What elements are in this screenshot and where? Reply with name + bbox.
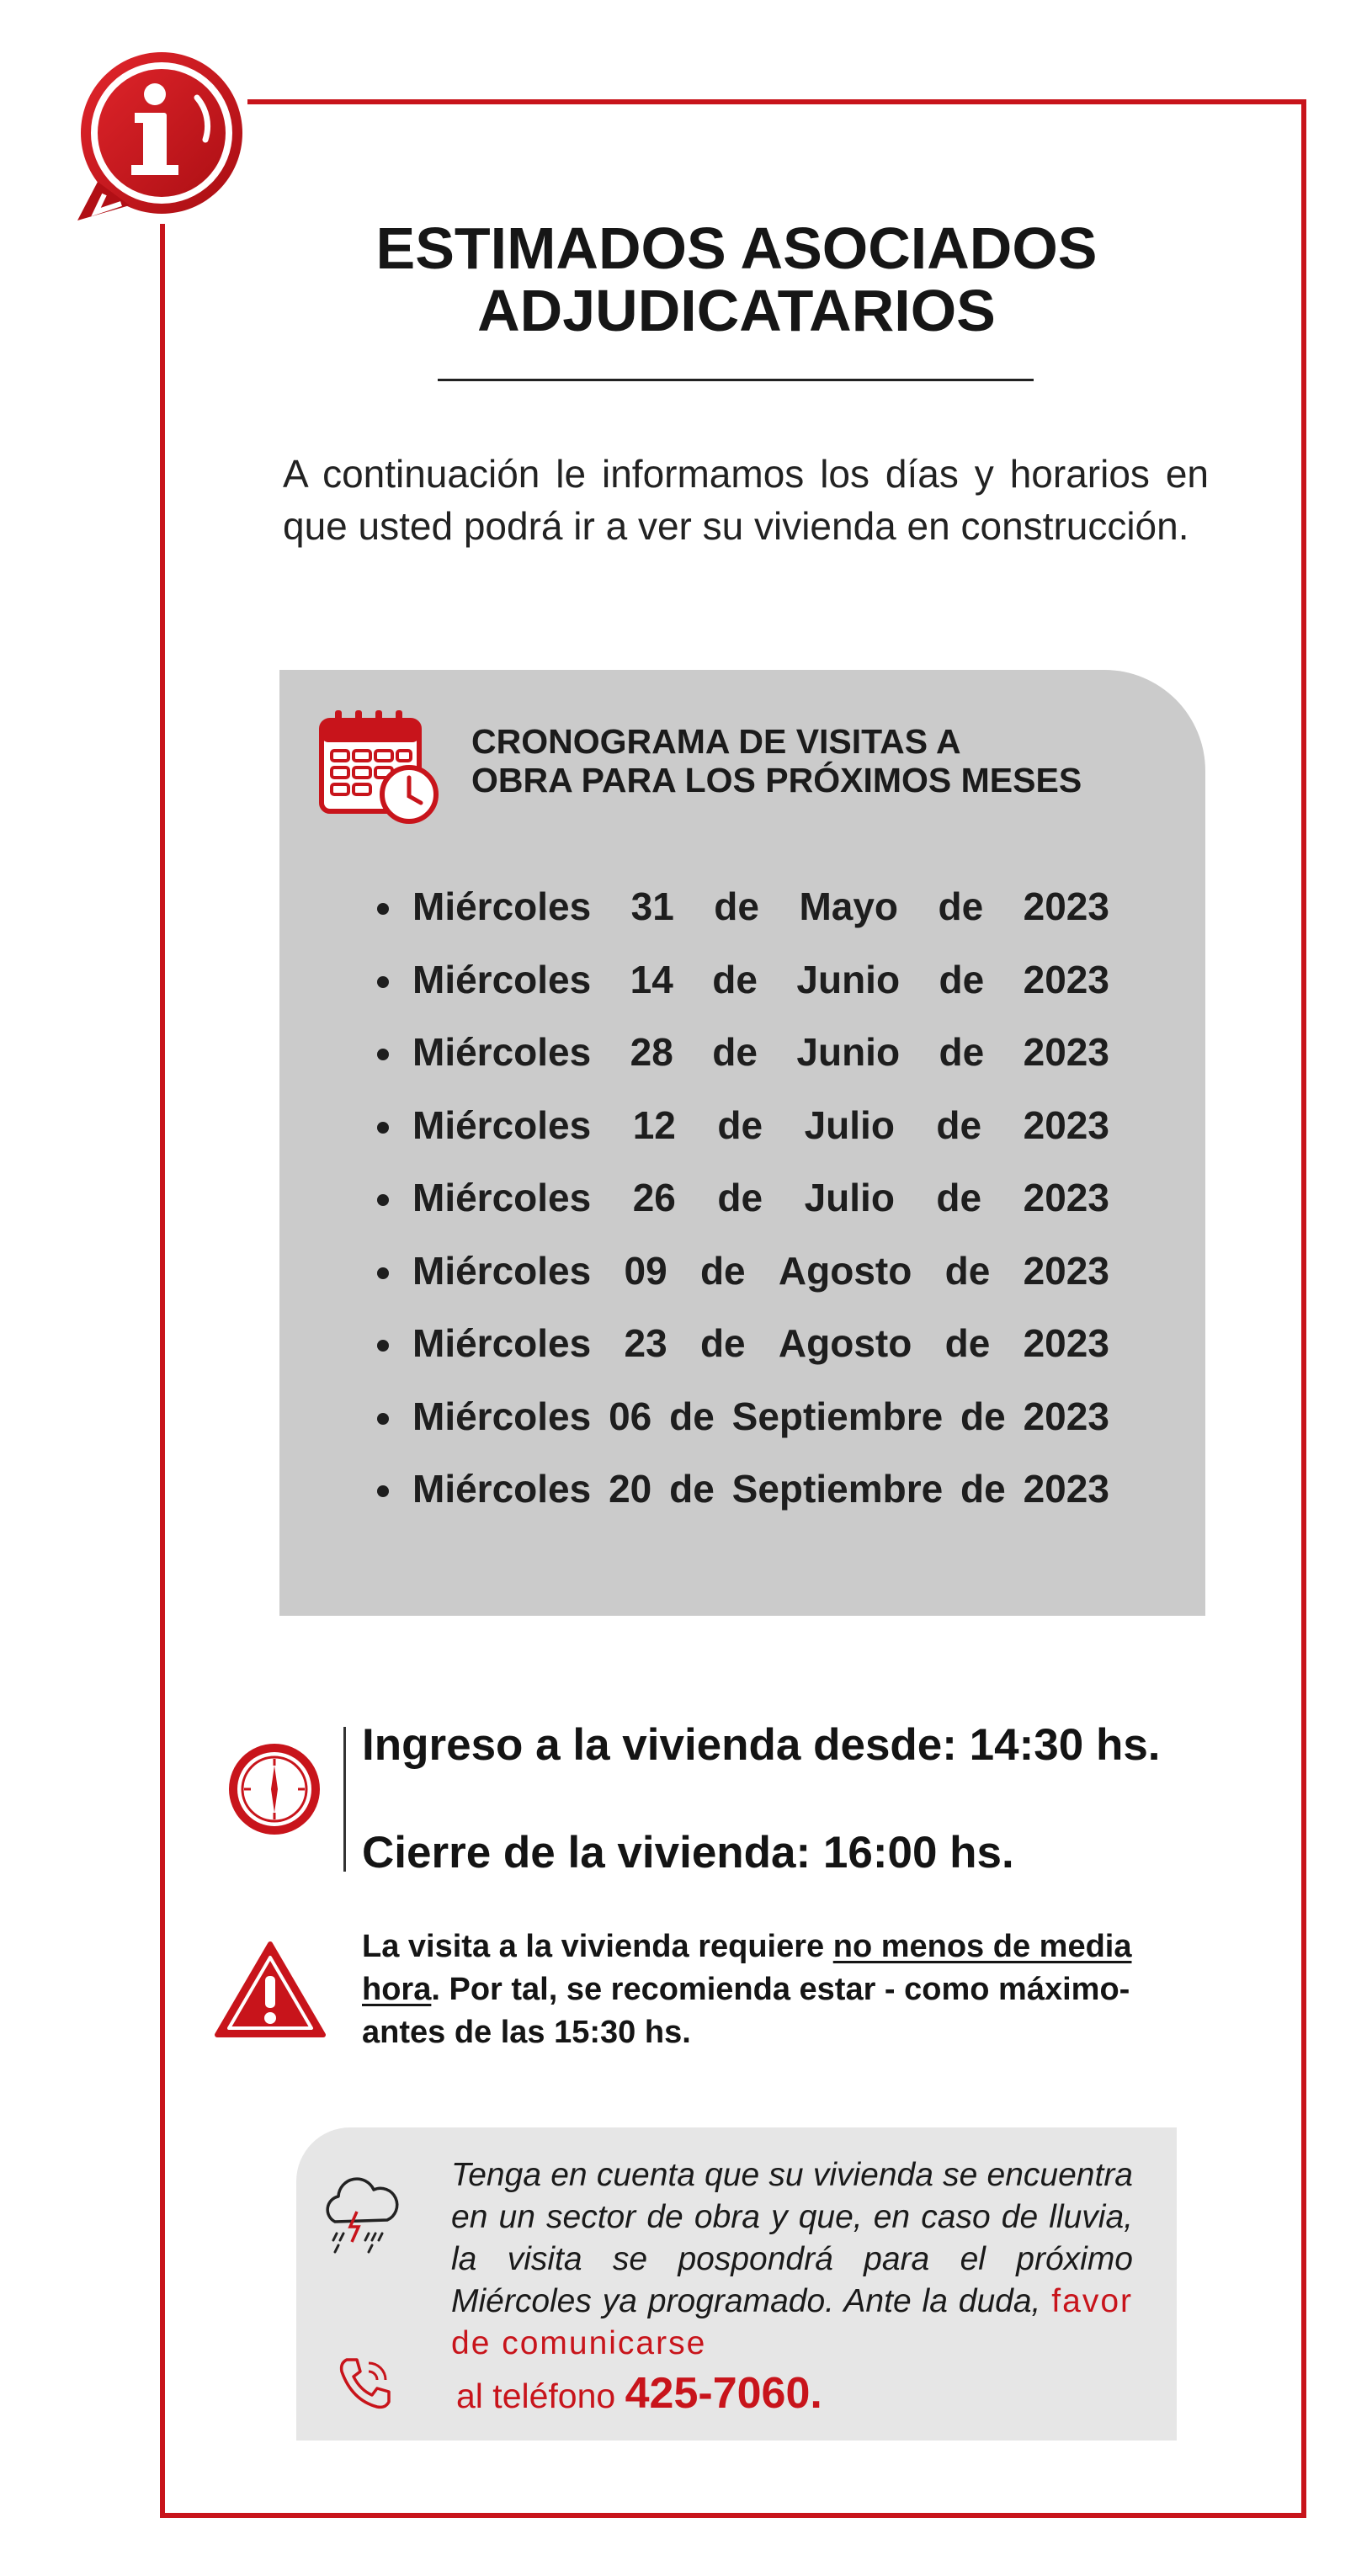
title-line-2: ADJUDICATARIOS <box>477 278 996 343</box>
contact-prompt: favor de comunicarse <box>451 2283 1133 2361</box>
warning-icon <box>214 1941 327 2040</box>
list-item: Miércoles 14 de Junio de 2023 <box>377 950 1109 1023</box>
schedule-title-line-2: OBRA PARA LOS PRÓXIMOS MESES <box>471 761 1082 799</box>
info-icon <box>71 47 247 224</box>
list-item: Miércoles 12 de Julio de 2023 <box>377 1096 1109 1169</box>
list-item: Miércoles 26 de Julio de 2023 <box>377 1168 1109 1241</box>
list-item: Miércoles 20 de Septiembre de 2023 <box>377 1459 1109 1532</box>
warning-emphasis: no menos de media hora <box>362 1929 1132 2007</box>
list-item: Miércoles 23 de Agosto de 2023 <box>377 1314 1109 1387</box>
page-title <box>286 217 1187 342</box>
rain-cloud-icon <box>318 2175 402 2255</box>
phone-icon <box>335 2353 396 2414</box>
visit-dates-list <box>377 877 1109 1532</box>
list-item: Miércoles 31 de Mayo de 2023 <box>377 877 1109 950</box>
title-divider <box>438 379 1034 381</box>
list-item: Miércoles 09 de Agosto de 2023 <box>377 1241 1109 1315</box>
intro-text: A continuación le informamos los días y horarios en que usted podrá ir a ver su vivienda en construcción. <box>283 452 1209 548</box>
hours-divider <box>343 1727 346 1872</box>
clock-icon <box>226 1740 323 1838</box>
warning-text: La visita a la vivienda requiere no menos de media hora. Por tal, se recomienda estar - como máximo- antes de las 15:30 hs. <box>362 1929 1132 2050</box>
list-item: Miércoles 28 de Junio de 2023 <box>377 1022 1109 1096</box>
phone-line: al teléfono 425-7060. <box>456 2369 822 2418</box>
entry-time: Ingreso a la vivienda desde: 14:30 hs. <box>362 1720 1161 1770</box>
list-item: Miércoles 06 de Septiembre de 2023 <box>377 1387 1109 1460</box>
title-line-1: ESTIMADOS ASOCIADOS <box>375 215 1098 281</box>
phone-number: 425-7060. <box>625 2369 822 2418</box>
calendar-clock-icon <box>318 709 441 826</box>
rain-note-text: Tenga en cuenta que su vivienda se encuentra en un sector de obra y que, en caso de lluvia, la visita se pospondrá para el próximo Miércoles ya programado. Ante la duda, favor de comunicarse <box>451 2157 1133 2361</box>
close-time: Cierre de la vivienda: 16:00 hs. <box>362 1828 1014 1878</box>
schedule-title <box>471 722 1178 799</box>
schedule-title-line-1: CRONOGRAMA DE VISITAS A <box>471 722 961 761</box>
